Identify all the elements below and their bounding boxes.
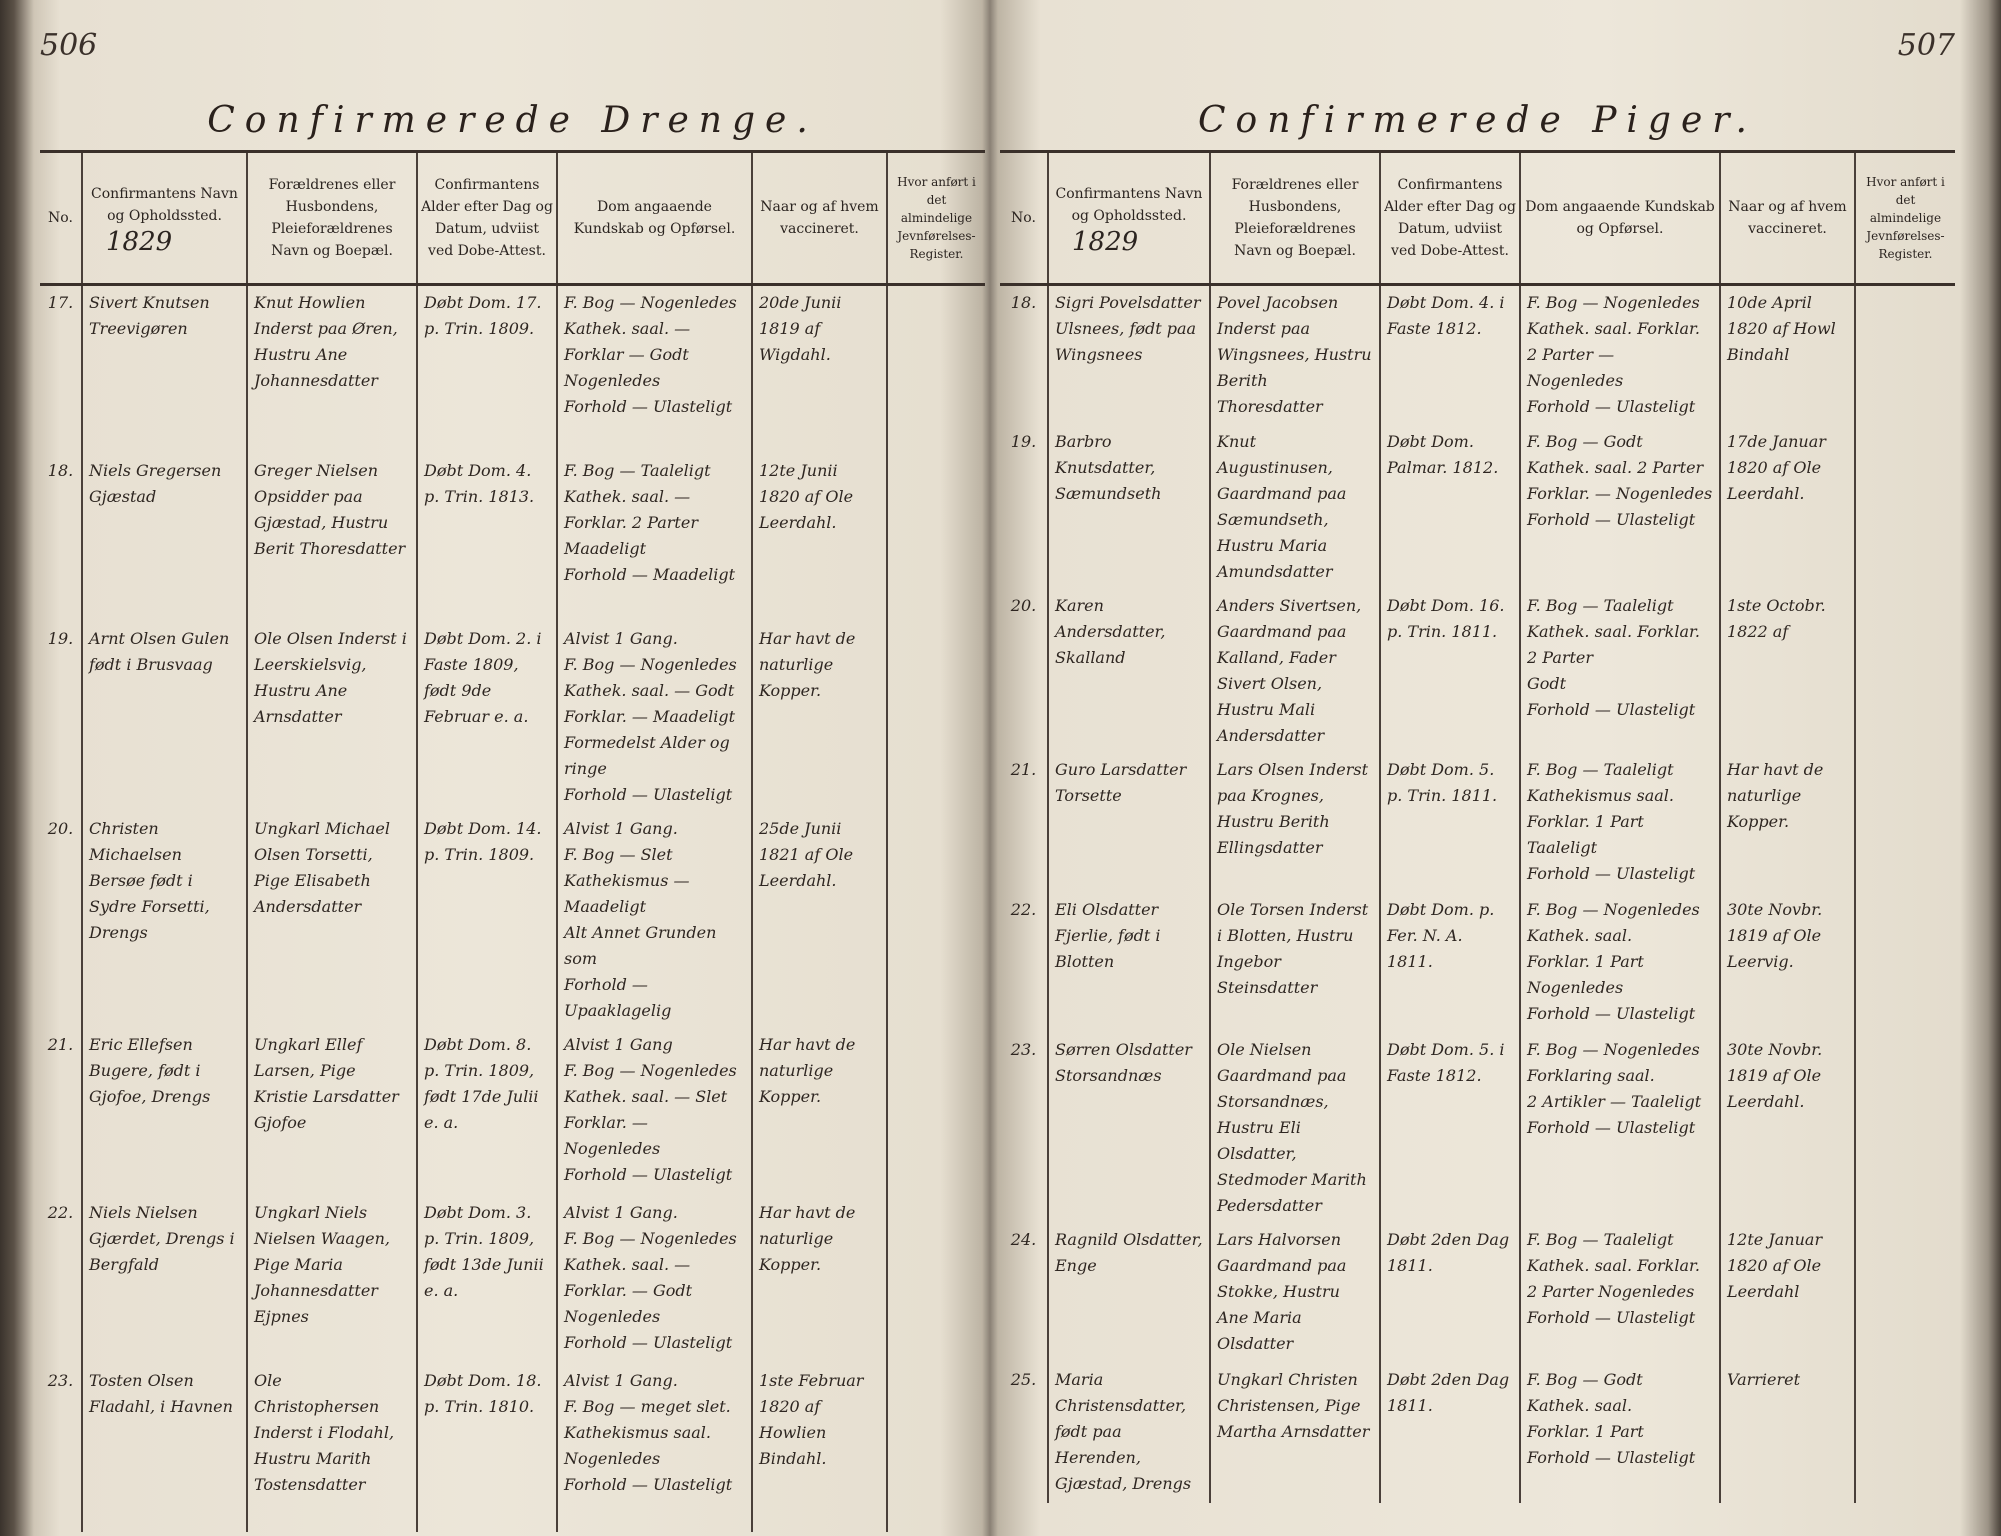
age-record: Døbt Dom. p. Fer. N. A. 1811. bbox=[1380, 893, 1520, 1033]
judgement: F. Bog — Taaleligt Kathekismus saal. Forklar. 1 Part Taaleligt Forhold — Ulasteligt bbox=[1520, 753, 1720, 893]
year-label: 1829 bbox=[1072, 227, 1139, 257]
entry-number: 21. bbox=[40, 1028, 82, 1196]
confirmand-name: Tosten Olsen Fladahl, i Havnen bbox=[82, 1364, 247, 1532]
age-record: Døbt Dom. 14. p. Trin. 1809. bbox=[417, 812, 557, 1028]
vaccination: Har havt de naturlige Kopper. bbox=[1720, 753, 1855, 893]
vaccination: 30te Novbr. 1819 af Ole Leervig. bbox=[1720, 893, 1855, 1033]
entry-number: 22. bbox=[40, 1196, 82, 1364]
confirmand-name: Niels Gregersen Gjæstad bbox=[82, 454, 247, 622]
age-record: Døbt Dom. 5. p. Trin. 1811. bbox=[1380, 753, 1520, 893]
register-remark bbox=[1855, 1223, 1955, 1363]
entry-number: 18. bbox=[1000, 285, 1048, 425]
age-record: Døbt Dom. 2. i Faste 1809, født 9de Februar e. a. bbox=[417, 622, 557, 812]
entry-number: 24. bbox=[1000, 1223, 1048, 1363]
parents: Ole Nielsen Gaardmand paa Storsandnæs, Hustru Eli Olsdatter, Stedmoder Marith Pedersdatter bbox=[1210, 1033, 1380, 1223]
age-record: Døbt Dom. 4. i Faste 1812. bbox=[1380, 285, 1520, 425]
parents: Povel Jacobsen Inderst paa Wingsnees, Hustru Berith Thoresdatter bbox=[1210, 285, 1380, 425]
age-record: Døbt Dom. 8. p. Trin. 1809, født 17de Julii e. a. bbox=[417, 1028, 557, 1196]
parents: Ungkarl Michael Olsen Torsetti, Pige Elisabeth Andersdatter bbox=[247, 812, 417, 1028]
parents: Greger Nielsen Opsidder paa Gjæstad, Hustru Berit Thoresdatter bbox=[247, 454, 417, 622]
header-vaccination: Naar og af hvem vaccineret. bbox=[752, 152, 887, 285]
vaccination: 17de Januar 1820 af Ole Leerdahl. bbox=[1720, 425, 1855, 589]
parents: Ole Christophersen Inderst i Flodahl, Hustru Marith Tostensdatter bbox=[247, 1364, 417, 1532]
judgement: Alvist 1 Gang. F. Bog — Nogenledes Kathek. saal. — Forklar. — Godt Nogenledes Forhold — Ulasteligt bbox=[557, 1196, 752, 1364]
header-row bbox=[1000, 152, 1955, 285]
table-row bbox=[40, 622, 985, 812]
table-row bbox=[40, 1196, 985, 1364]
table-row bbox=[40, 1364, 985, 1532]
entry-number: 23. bbox=[40, 1364, 82, 1532]
right-page bbox=[1000, 30, 1955, 1520]
entry-number: 22. bbox=[1000, 893, 1048, 1033]
vaccination: 12te Junii 1820 af Ole Leerdahl. bbox=[752, 454, 887, 622]
register-table bbox=[1000, 150, 1955, 1503]
confirmand-name: Barbro Knutsdatter, Sæmundseth bbox=[1048, 425, 1210, 589]
entry-number: 17. bbox=[40, 285, 82, 455]
header-judgement: Dom angaaende Kundskab og Opførsel. bbox=[1520, 152, 1720, 285]
register-remark bbox=[887, 812, 985, 1028]
vaccination: Har havt de naturlige Kopper. bbox=[752, 1196, 887, 1364]
age-record: Døbt 2den Dag 1811. bbox=[1380, 1363, 1520, 1503]
parents: Ole Torsen Inderst i Blotten, Hustru Ingebor Steinsdatter bbox=[1210, 893, 1380, 1033]
confirmand-name: Eli Olsdatter Fjerlie, født i Blotten bbox=[1048, 893, 1210, 1033]
register-remark bbox=[887, 1028, 985, 1196]
header-row bbox=[40, 152, 985, 285]
table-row bbox=[1000, 1363, 1955, 1503]
parents: Lars Halvorsen Gaardmand paa Stokke, Hustru Ane Maria Olsdatter bbox=[1210, 1223, 1380, 1363]
parents: Ungkarl Christen Christensen, Pige Martha Arnsdatter bbox=[1210, 1363, 1380, 1503]
parents: Knut Howlien Inderst paa Øren, Hustru Ane Johannesdatter bbox=[247, 285, 417, 455]
entry-number: 18. bbox=[40, 454, 82, 622]
left-page bbox=[40, 30, 985, 1520]
judgement: Alvist 1 Gang. F. Bog — Nogenledes Kathek. saal. — Godt Forklar. — Maadeligt Formedelst Alder og ringe Forhold — Ulasteligt bbox=[557, 622, 752, 812]
judgement: F. Bog — Nogenledes Kathek. saal. Forklar. 1 Part Nogenledes Forhold — Ulasteligt bbox=[1520, 893, 1720, 1033]
header-judgement: Dom angaaende Kundskab og Opførsel. bbox=[557, 152, 752, 285]
register-remark bbox=[1855, 893, 1955, 1033]
vaccination: 10de April 1820 af Howl Bindahl bbox=[1720, 285, 1855, 425]
register-remark bbox=[1855, 285, 1955, 425]
page-heading: Confirmerede Piger. bbox=[1198, 100, 1757, 141]
vaccination: Har havt de naturlige Kopper. bbox=[752, 1028, 887, 1196]
vaccination: 1ste Februar 1820 af Howlien Bindahl. bbox=[752, 1364, 887, 1532]
judgement: Alvist 1 Gang. F. Bog — Slet Kathekismus — Maadeligt Alt Annet Grunden som Forhold — Upaaklagelig bbox=[557, 812, 752, 1028]
vaccination: 20de Junii 1819 af Wigdahl. bbox=[752, 285, 887, 455]
confirmand-name: Ragnild Olsdatter, Enge bbox=[1048, 1223, 1210, 1363]
table-row bbox=[1000, 425, 1955, 589]
header-vaccination: Naar og af hvem vaccineret. bbox=[1720, 152, 1855, 285]
confirmand-name: Christen Michaelsen Bersøe født i Sydre Forsetti, Drengs bbox=[82, 812, 247, 1028]
vaccination: 25de Junii 1821 af Ole Leerdahl. bbox=[752, 812, 887, 1028]
age-record: Døbt Dom. 18. p. Trin. 1810. bbox=[417, 1364, 557, 1532]
confirmand-name: Arnt Olsen Gulen født i Brusvaag bbox=[82, 622, 247, 812]
entry-number: 25. bbox=[1000, 1363, 1048, 1503]
register-remark bbox=[1855, 1363, 1955, 1503]
age-record: Døbt Dom. 4. p. Trin. 1813. bbox=[417, 454, 557, 622]
year-label: 1829 bbox=[106, 227, 173, 257]
parents: Ole Olsen Inderst i Leerskielsvig, Hustru Ane Arnsdatter bbox=[247, 622, 417, 812]
age-record: Døbt 2den Dag 1811. bbox=[1380, 1223, 1520, 1363]
age-record: Døbt Dom. Palmar. 1812. bbox=[1380, 425, 1520, 589]
register-remark bbox=[887, 1196, 985, 1364]
table-row bbox=[40, 812, 985, 1028]
vaccination: 30te Novbr. 1819 af Ole Leerdahl. bbox=[1720, 1033, 1855, 1223]
judgement: F. Bog — Nogenledes Kathek. saal. Forklar. 2 Parter — Nogenledes Forhold — Ulasteligt bbox=[1520, 285, 1720, 425]
table-row bbox=[1000, 1223, 1955, 1363]
parents: Lars Olsen Inderst paa Krognes, Hustru Berith Ellingsdatter bbox=[1210, 753, 1380, 893]
parents: Knut Augustinusen, Gaardmand paa Sæmundseth, Hustru Maria Amundsdatter bbox=[1210, 425, 1380, 589]
register-remark bbox=[1855, 425, 1955, 589]
register-remark bbox=[887, 1364, 985, 1532]
age-record: Døbt Dom. 16. p. Trin. 1811. bbox=[1380, 589, 1520, 753]
header-no: No. bbox=[1000, 152, 1048, 285]
table-row bbox=[1000, 893, 1955, 1033]
confirmand-name: Sigri Povelsdatter Ulsnees, født paa Wingsnees bbox=[1048, 285, 1210, 425]
register-remark bbox=[1855, 753, 1955, 893]
confirmand-name: Guro Larsdatter Torsette bbox=[1048, 753, 1210, 893]
judgement: F. Bog — Nogenledes Forklaring saal. 2 Artikler — Taaleligt Forhold — Ulasteligt bbox=[1520, 1033, 1720, 1223]
register-remark bbox=[887, 622, 985, 812]
confirmand-name: Sivert Knutsen Treevigøren bbox=[82, 285, 247, 455]
judgement: F. Bog — Nogenledes Kathek. saal. — Forklar — Godt Nogenledes Forhold — Ulasteligt bbox=[557, 285, 752, 455]
confirmand-name: Sørren Olsdatter Storsandnæs bbox=[1048, 1033, 1210, 1223]
entry-number: 19. bbox=[40, 622, 82, 812]
judgement: F. Bog — Taaleligt Kathek. saal. Forklar. 2 Parter Godt Forhold — Ulasteligt bbox=[1520, 589, 1720, 753]
page-heading: Confirmerede Drenge. bbox=[207, 100, 818, 141]
header-parents: Forældrenes eller Husbondens, Pleieforældrenes Navn og Boepæl. bbox=[1210, 152, 1380, 285]
header-age: Confirmantens Alder efter Dag og Datum, udviist ved Dobe-Attest. bbox=[1380, 152, 1520, 285]
judgement: F. Bog — Taaleligt Kathek. saal. — Forklar. 2 Parter Maadeligt Forhold — Maadeligt bbox=[557, 454, 752, 622]
page-number: 506 bbox=[40, 28, 98, 63]
header-name: Confirmantens Navn og Opholdssted. 1829 bbox=[1048, 152, 1210, 285]
confirmand-name: Eric Ellefsen Bugere, født i Gjofoe, Drengs bbox=[82, 1028, 247, 1196]
table-row bbox=[1000, 589, 1955, 753]
table-row bbox=[40, 1028, 985, 1196]
judgement: F. Bog — Taaleligt Kathek. saal. Forklar. 2 Parter Nogenledes Forhold — Ulasteligt bbox=[1520, 1223, 1720, 1363]
header-age: Confirmantens Alder efter Dag og Datum, udviist ved Dobe-Attest. bbox=[417, 152, 557, 285]
entry-number: 19. bbox=[1000, 425, 1048, 589]
entry-number: 21. bbox=[1000, 753, 1048, 893]
age-record: Døbt Dom. 17. p. Trin. 1809. bbox=[417, 285, 557, 455]
register-remark bbox=[1855, 1033, 1955, 1223]
register-table bbox=[40, 150, 985, 1532]
table-row bbox=[40, 285, 985, 455]
page-number: 507 bbox=[1897, 28, 1955, 63]
register-remark bbox=[887, 454, 985, 622]
header-remark: Hvor anført i det almindelige Jevnførelses-Register. bbox=[1855, 152, 1955, 285]
parents: Ungkarl Niels Nielsen Waagen, Pige Maria Johannesdatter Ejpnes bbox=[247, 1196, 417, 1364]
register-remark bbox=[887, 285, 985, 455]
judgement: Alvist 1 Gang. F. Bog — meget slet. Kathekismus saal. Nogenledes Forhold — Ulasteligt bbox=[557, 1364, 752, 1532]
header-parents: Forældrenes eller Husbondens, Pleieforældrenes Navn og Boepæl. bbox=[247, 152, 417, 285]
age-record: Døbt Dom. 5. i Faste 1812. bbox=[1380, 1033, 1520, 1223]
vaccination: 1ste Octobr. 1822 af bbox=[1720, 589, 1855, 753]
table-row bbox=[1000, 753, 1955, 893]
judgement: F. Bog — Godt Kathek. saal. Forklar. 1 Part Forhold — Ulasteligt bbox=[1520, 1363, 1720, 1503]
table-row bbox=[1000, 285, 1955, 425]
confirmand-name: Maria Christensdatter, født paa Herenden, Gjæstad, Drengs bbox=[1048, 1363, 1210, 1503]
age-record: Døbt Dom. 3. p. Trin. 1809, født 13de Junii e. a. bbox=[417, 1196, 557, 1364]
judgement: Alvist 1 Gang F. Bog — Nogenledes Kathek. saal. — Slet Forklar. — Nogenledes Forhold — Ulasteligt bbox=[557, 1028, 752, 1196]
table-row bbox=[1000, 1033, 1955, 1223]
register-remark bbox=[1855, 589, 1955, 753]
parents: Ungkarl Ellef Larsen, Pige Kristie Larsdatter Gjofoe bbox=[247, 1028, 417, 1196]
confirmand-name: Niels Nielsen Gjærdet, Drengs i Bergfald bbox=[82, 1196, 247, 1364]
vaccination: Varrieret bbox=[1720, 1363, 1855, 1503]
table-row bbox=[40, 454, 985, 622]
entry-number: 20. bbox=[1000, 589, 1048, 753]
entry-number: 23. bbox=[1000, 1033, 1048, 1223]
vaccination: 12te Januar 1820 af Ole Leerdahl bbox=[1720, 1223, 1855, 1363]
header-name: Confirmantens Navn og Opholdssted. 1829 bbox=[82, 152, 247, 285]
parents: Anders Sivertsen, Gaardmand paa Kalland, Fader Sivert Olsen, Hustru Mali Andersdatter bbox=[1210, 589, 1380, 753]
entry-number: 20. bbox=[40, 812, 82, 1028]
judgement: F. Bog — Godt Kathek. saal. 2 Parter Forklar. — Nogenledes Forhold — Ulasteligt bbox=[1520, 425, 1720, 589]
vaccination: Har havt de naturlige Kopper. bbox=[752, 622, 887, 812]
header-remark: Hvor anført i det almindelige Jevnførelses-Register. bbox=[887, 152, 985, 285]
confirmand-name: Karen Andersdatter, Skalland bbox=[1048, 589, 1210, 753]
header-no: No. bbox=[40, 152, 82, 285]
